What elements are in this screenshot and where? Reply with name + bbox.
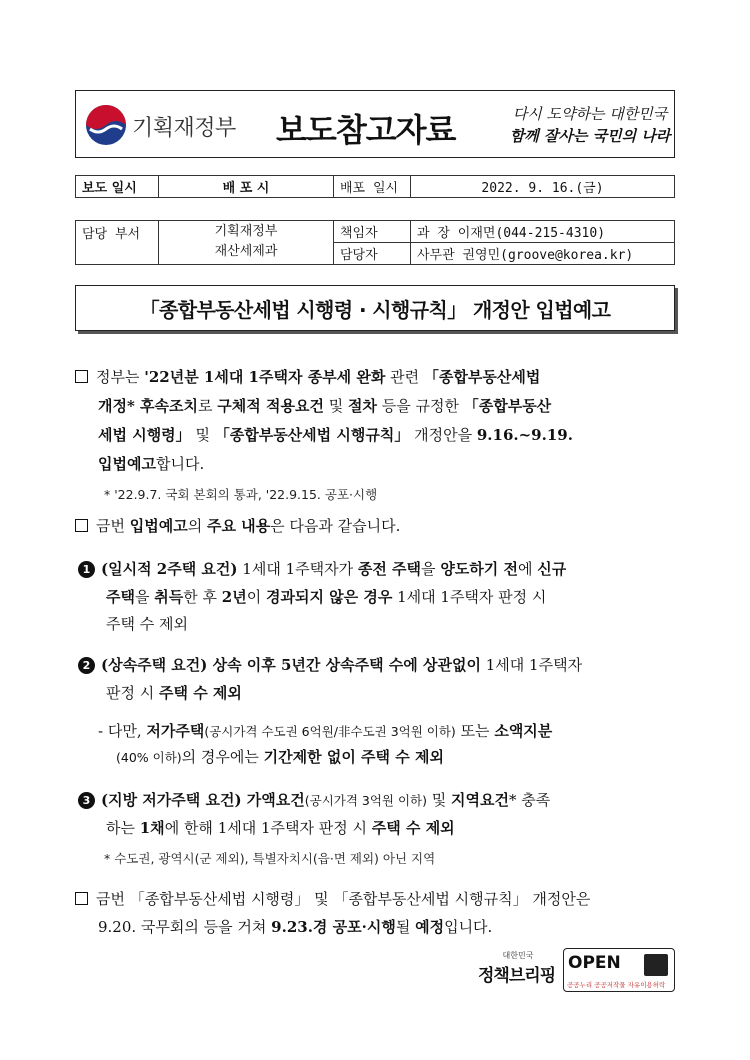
- item-1-line-2: 주택을 취득한 후 2년이 경과되지 않은 경우 1세대 1주택자 판정 시: [106, 588, 547, 606]
- policy-briefing-name: 정책브리핑: [478, 966, 556, 986]
- item-1-line-1: 1 (일시적 2주택 요건) 1세대 1주택자가 종전 주택을 양도하기 전에 신규: [78, 555, 566, 584]
- open-caption: 공공누리 공공저작물 자유이용허락: [567, 981, 666, 989]
- paragraph-1-line-4: 입법예고합니다.: [98, 455, 205, 473]
- item-3-line-2: 하는 1채에 한해 1세대 1주택자 판정 시 주택 수 제외: [106, 819, 455, 837]
- item-2-line-2: 판정 시 주택 수 제외: [106, 684, 242, 702]
- policy-briefing-logo: [478, 950, 558, 994]
- number-1-icon: 1: [78, 561, 95, 578]
- release-info-table: [75, 175, 675, 198]
- government-slogan: [506, 103, 674, 147]
- distribution-label: 배포 일시: [334, 176, 411, 198]
- department-line-2: 재산세제과: [214, 244, 278, 259]
- item-3-line-1: 3 (지방 저가주택 요건) 가액요건(공시가격 3억원 이하) 및 지역요건* 충족: [78, 786, 550, 815]
- slogan-line-2: 함께 잘사는 국민의 나라: [509, 127, 671, 145]
- paragraph-3-line-1: 금번 「종합부동산세법 시행령」 및 「종합부동산세법 시행규칙」 개정안은: [75, 885, 590, 914]
- item-1-line-3: 주택 수 제외: [106, 615, 188, 633]
- department-label: 담당 부서: [76, 221, 159, 265]
- department-value: [159, 221, 334, 265]
- number-3-icon: 3: [78, 792, 95, 809]
- department-line-1: 기획재정부: [214, 224, 278, 239]
- square-bullet-icon: [75, 892, 88, 905]
- paragraph-2: 금번 입법예고의 주요 내용은 다음과 같습니다.: [75, 512, 400, 541]
- manager-label: 책임자: [334, 221, 411, 243]
- slogan-line-1: 다시 도약하는 대한민국: [512, 105, 668, 123]
- staff-label: 담당자: [334, 243, 411, 265]
- header-box: [75, 90, 675, 158]
- ministry-name: 기획재정부: [132, 116, 236, 141]
- staff-contact: 사무관 권영민(groove@korea.kr): [411, 243, 675, 265]
- item-2-exception-line-1: - 다만, 저가주택(공시가격 수도권 6억원/非수도권 3억원 이하) 또는 소액지분: [98, 722, 553, 740]
- headline-box: [75, 285, 675, 331]
- footnote-1: * '22.9.7. 국회 본회의 통과, '22.9.15. 공포·시행: [104, 487, 378, 502]
- footnote-2: * 수도권, 광역시(군 제외), 특별자치시(읍·면 제외) 아닌 지역: [104, 851, 436, 866]
- item-2-exception-line-2: (40% 이하)의 경우에는 기간제한 없이 주택 수 제외: [116, 748, 444, 766]
- open-label: OPEN: [568, 953, 621, 973]
- headline: 「종합부동산세법 시행령 · 시행규칙」 개정안 입법예고: [139, 297, 611, 322]
- manager-contact: 과 장 이재면(044-215-4310): [411, 221, 675, 243]
- policy-briefing-country: 대한민국: [502, 951, 534, 960]
- contact-info-table: [75, 220, 675, 265]
- government-emblem-icon: [84, 103, 128, 147]
- square-bullet-icon: [75, 519, 88, 532]
- attribution-icon: [644, 954, 668, 976]
- number-2-icon: 2: [78, 657, 95, 674]
- distribution-date: 2022. 9. 16.(금): [411, 176, 675, 198]
- document-type: 보도참고자료: [276, 111, 456, 149]
- paragraph-1-line-3: 세법 시행령」 및 「종합부동산세법 시행규칙」 개정안을 9.16.~9.19.: [98, 426, 573, 444]
- square-bullet-icon: [75, 370, 88, 383]
- paragraph-3-line-2: 9.20. 국무회의 등을 거쳐 9.23.경 공포·시행될 예정입니다.: [98, 918, 493, 936]
- paragraph-1-line-1: 정부는 '22년분 1세대 1주택자 종부세 완화 관련 「종합부동산세법: [75, 363, 540, 392]
- release-value: 배 포 시: [159, 176, 334, 198]
- paragraph-1-line-2: 개정* 후속조치로 구체적 적용요건 및 절차 등을 규정한 「종합부동산: [98, 397, 552, 415]
- item-2-line-1: 2 (상속주택 요건) 상속 이후 5년간 상속주택 수에 상관없이 1세대 1주택자: [78, 651, 582, 680]
- release-label: 보도 일시: [76, 176, 159, 198]
- open-license-badge: [563, 948, 675, 992]
